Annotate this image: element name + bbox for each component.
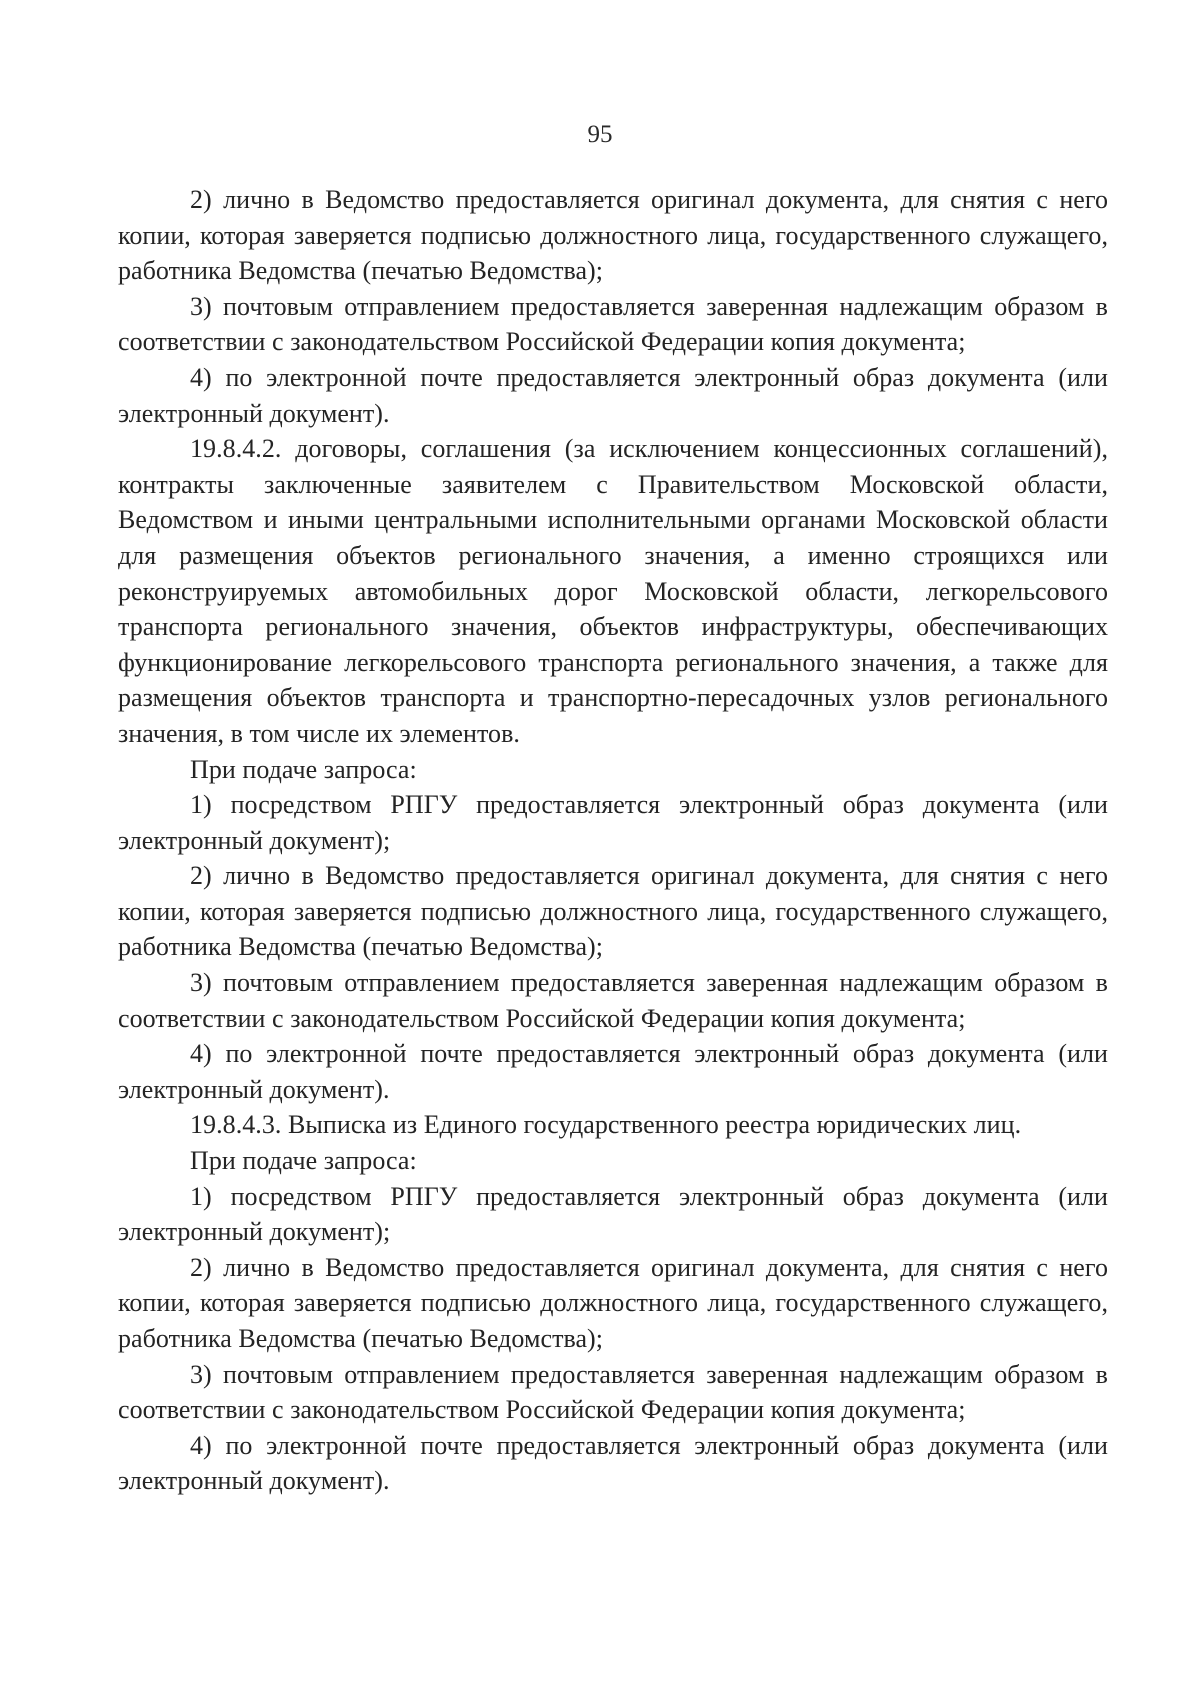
paragraph-request-heading: При подаче запроса: (190, 754, 417, 784)
paragraph-item-3-postal: 3) почтовым отправлением предоставляется заверенная надлежащим образом в соответствии с законодательством Российской Федерации копия документа; (118, 968, 1108, 1033)
page-number: 95 (587, 121, 613, 148)
paragraph-item-2-personal: 2) лично в Ведомство предоставляется оригинал документа, для снятия с него копии, которая заверяется подписью должностного лица, государственного служащего, работника Ведомства (печатью Ведомства); (118, 1252, 1108, 1353)
paragraph-item-1-rpgu: 1) посредством РПГУ предоставляется электронный образ документа (или электронный документ); (118, 1181, 1108, 1247)
paragraph-item-4-email: 4) по электронной почте предоставляется электронный образ документа (или электронный документ). (118, 1039, 1108, 1104)
paragraph-section-19-8-4-2: 19.8.4.2. договоры, соглашения (за исключением концессионных соглашений), контракты заключенные заявителем с Правительством Московской области, Ведомством и иными центральными исполнительными органами Московской области для размещения объектов регионального значения, а именно строящихся или реконструируемых автомобильных дорог Московской области, легкорельсового транспорта регионального значения, объектов инфраструктуры, обеспечивающих функционирование легкорельсового транспорта регионального значения, а также для размещения объектов транспорта и транспортно-пересадочных узлов регионального значения, в том числе их элементов. (118, 434, 1108, 748)
document-body (118, 182, 1108, 1499)
paragraph-item-3-postal: 3) почтовым отправлением предоставляется заверенная надлежащим образом в соответствии с законодательством Российской Федерации копия документа; (118, 291, 1108, 357)
paragraph-item-4-email: 4) по электронной почте предоставляется электронный образ документа (или электронный документ). (118, 1430, 1108, 1496)
paragraph-section-19-8-4-3: 19.8.4.3. Выписка из Единого государственного реестра юридических лиц. (190, 1110, 1022, 1140)
paragraph-item-2-personal: 2) лично в Ведомство предоставляется оригинал документа, для снятия с него копии, которая заверяется подписью должностного лица, государственного служащего, работника Ведомства (печатью Ведомства); (118, 185, 1108, 286)
paragraph-item-2-personal: 2) лично в Ведомство предоставляется оригинал документа, для снятия с него копии, которая заверяется подписью должностного лица, государственного служащего, работника Ведомства (печатью Ведомства); (118, 861, 1108, 962)
paragraph-item-1-rpgu: 1) посредством РПГУ предоставляется электронный образ документа (или электронный документ); (118, 790, 1108, 855)
paragraph-item-4-email: 4) по электронной почте предоставляется электронный образ документа (или электронный документ). (118, 362, 1108, 428)
paragraph-item-3-postal: 3) почтовым отправлением предоставляется заверенная надлежащим образом в соответствии с законодательством Российской Федерации копия документа; (118, 1359, 1108, 1425)
paragraph-request-heading: При подаче запроса: (190, 1146, 417, 1176)
